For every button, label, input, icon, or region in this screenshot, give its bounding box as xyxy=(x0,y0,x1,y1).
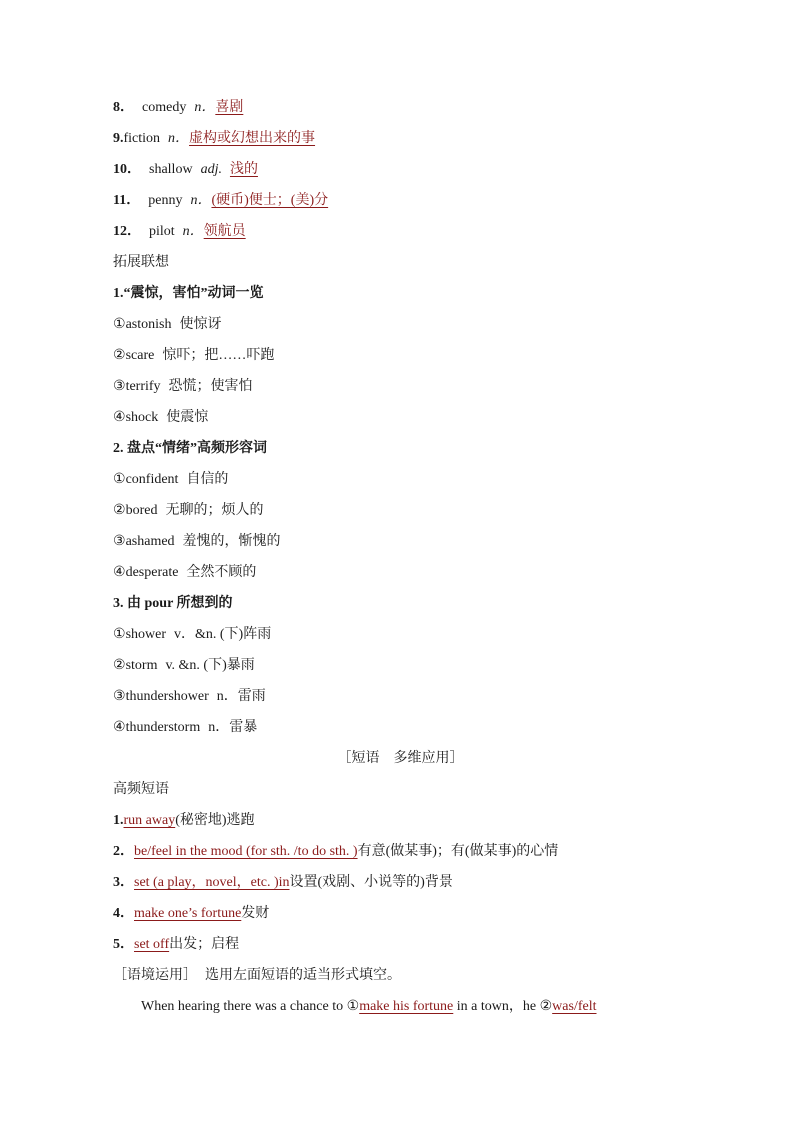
phrase-item xyxy=(113,836,688,867)
item-word: ashamed xyxy=(125,534,175,549)
phrase-item xyxy=(113,805,688,836)
blank-mark-1: ① xyxy=(346,999,360,1014)
vocab-item xyxy=(113,154,688,185)
phrase-number: 2． xyxy=(113,844,134,859)
item-meaning: 惊吓；把……吓跑 xyxy=(162,348,275,363)
phrase-answer: be/feel in the mood (for sth. /to do sth. ) xyxy=(134,844,358,859)
phrase-number: 5． xyxy=(113,937,134,952)
vocab-number: 10． xyxy=(113,162,141,177)
phrase-meaning: 发财 xyxy=(241,906,270,921)
expand-heading: 拓展联想 xyxy=(113,255,169,270)
list-item xyxy=(113,371,688,402)
vocab-word: shallow xyxy=(149,162,193,177)
item-mark: ② xyxy=(113,503,126,518)
item-meaning: 无聊的；烦人的 xyxy=(165,503,264,518)
item-meaning: 使惊讶 xyxy=(179,317,222,332)
item-mark: ① xyxy=(113,317,126,332)
item-meaning: n．雷暴 xyxy=(208,720,258,735)
item-meaning: v. &n. (下)暴雨 xyxy=(165,658,255,673)
phrase-item xyxy=(113,898,688,929)
item-word: scare xyxy=(125,348,155,363)
blank-answer-2: was/felt xyxy=(552,999,597,1014)
phrase-number: 1. xyxy=(113,813,124,828)
vocab-number: 8． xyxy=(113,100,134,115)
list-item xyxy=(113,557,688,588)
phrase-meaning: 出发；启程 xyxy=(169,937,240,952)
item-mark: ④ xyxy=(113,565,126,580)
item-word: confident xyxy=(125,472,179,487)
item-mark: ④ xyxy=(113,410,126,425)
context-instruction: 选用左面短语的适当形式填空。 xyxy=(205,968,401,983)
blank-answer-1: make his fortune xyxy=(359,999,454,1014)
context-label: ［语境运用］ xyxy=(113,968,197,983)
phrase-meaning: (秘密地)逃跑 xyxy=(175,813,255,828)
vocab-word: fiction xyxy=(123,131,161,146)
phrase-answer: run away xyxy=(123,813,176,828)
phrase-number: 3． xyxy=(113,875,134,890)
item-word: desperate xyxy=(125,565,179,580)
item-word: thunderstorm xyxy=(125,720,201,735)
item-word: shock xyxy=(125,410,159,425)
item-mark: ③ xyxy=(113,534,126,549)
list-item xyxy=(113,650,688,681)
context-sentence xyxy=(113,991,688,1022)
vocab-item xyxy=(113,123,688,154)
vocab-meaning: (硬币)便士；(美)分 xyxy=(211,193,329,208)
list-item xyxy=(113,464,688,495)
vocab-meaning: 浅的 xyxy=(229,162,258,177)
sentence-mid: in a town，he xyxy=(453,999,540,1014)
group-title: 2. 盘点“情绪”高频形容词 xyxy=(113,441,267,456)
item-meaning: 全然不顾的 xyxy=(186,565,257,580)
list-item xyxy=(113,402,688,433)
vocab-pos: n． xyxy=(182,224,204,239)
vocab-pos: n． xyxy=(168,131,190,146)
vocab-word: comedy xyxy=(142,100,187,115)
item-mark: ② xyxy=(113,658,126,673)
sentence-start: When hearing there was a chance to xyxy=(141,999,347,1014)
phrase-item xyxy=(113,929,688,960)
blank-mark-2: ② xyxy=(539,999,553,1014)
phrase-meaning: 有意(做某事)；有(做某事)的心情 xyxy=(357,844,559,859)
list-item xyxy=(113,681,688,712)
item-meaning: 自信的 xyxy=(186,472,229,487)
vocab-meaning: 喜剧 xyxy=(215,100,244,115)
phrase-answer: make one’s fortune xyxy=(134,906,242,921)
vocab-number: 11． xyxy=(113,193,141,208)
group-title: 1.“震惊，害怕”动词一览 xyxy=(113,286,264,301)
item-mark: ④ xyxy=(113,720,126,735)
item-meaning: n．雷雨 xyxy=(216,689,266,704)
item-mark: ① xyxy=(113,627,126,642)
section-title: ［短语 多维应用］ xyxy=(337,751,464,766)
phrase-answer: set off xyxy=(134,937,170,952)
item-mark: ③ xyxy=(113,689,126,704)
phrase-number: 4． xyxy=(113,906,134,921)
vocab-meaning: 虚构或幻想出来的事 xyxy=(189,131,316,146)
vocab-item xyxy=(113,185,688,216)
item-mark: ③ xyxy=(113,379,126,394)
item-meaning: 使震惊 xyxy=(166,410,209,425)
item-word: bored xyxy=(125,503,158,518)
vocab-pos: n． xyxy=(190,193,212,208)
list-item xyxy=(113,309,688,340)
vocab-word: penny xyxy=(148,193,183,208)
vocab-pos: n． xyxy=(194,100,216,115)
item-mark: ② xyxy=(113,348,126,363)
vocab-item xyxy=(113,216,688,247)
vocab-meaning: 领航员 xyxy=(203,224,246,239)
item-meaning: 恐慌；使害怕 xyxy=(168,379,253,394)
vocab-number: 12． xyxy=(113,224,141,239)
list-item xyxy=(113,495,688,526)
item-word: storm xyxy=(125,658,158,673)
phrase-meaning: 设置(戏剧、小说等的)背景 xyxy=(289,875,453,890)
list-item xyxy=(113,712,688,743)
item-meaning: v．&n. (下)阵雨 xyxy=(174,627,272,642)
item-word: thundershower xyxy=(125,689,209,704)
item-mark: ① xyxy=(113,472,126,487)
context-instruction-line xyxy=(113,960,688,991)
item-word: astonish xyxy=(125,317,172,332)
vocab-pos: adj. xyxy=(200,162,222,177)
list-item xyxy=(113,526,688,557)
vocab-word: pilot xyxy=(149,224,175,239)
item-word: shower xyxy=(125,627,166,642)
item-word: terrify xyxy=(125,379,161,394)
group-title: 3. 由 pour 所想到的 xyxy=(113,596,233,611)
item-meaning: 羞愧的，惭愧的 xyxy=(182,534,281,549)
document-page xyxy=(113,92,688,1022)
vocab-number: 9. xyxy=(113,131,124,146)
list-item xyxy=(113,619,688,650)
phrase-item xyxy=(113,867,688,898)
vocab-item xyxy=(113,92,688,123)
phrases-heading: 高频短语 xyxy=(113,782,169,797)
phrase-answer: set (a play，novel，etc. )in xyxy=(134,875,290,890)
list-item xyxy=(113,340,688,371)
